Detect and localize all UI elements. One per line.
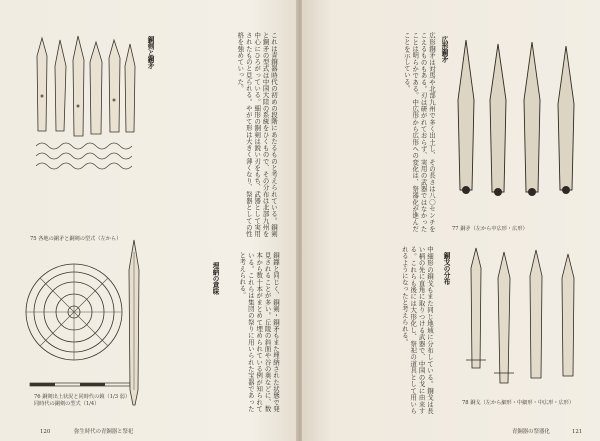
running-head: 青銅器の祭器化 — [512, 429, 550, 435]
body-text-lower: 銅鐸と同じく、銅剣・銅矛もまた埋納された状態で発見されることが多い。丘陵の斜面や谷の奥などに、数本から数十本がまとめて埋められている例が知られている。これらは集団の祭りに用いられた宝器であったと考えられる。 — [238, 252, 280, 412]
section-heading: 広形銅矛 — [440, 36, 448, 63]
running-head: 弥生時代の青銅器と祭祀 — [74, 429, 134, 435]
figure-caption: 78 銅戈（左から細形・中細形・中広形・広形） — [462, 400, 575, 406]
section-heading: 埋納の意味 — [211, 262, 219, 295]
mirror-figure — [24, 262, 134, 372]
page-number: 120 — [40, 429, 51, 435]
spearhead-figure — [452, 40, 592, 210]
halberd-figure — [466, 248, 586, 398]
right-page — [302, 0, 600, 441]
section-heading: 銅剣と銅矛 — [146, 36, 154, 69]
left-page — [0, 0, 298, 441]
weapon-row-figure — [30, 36, 140, 186]
body-text-lower: 中細形の銅戈もまた同じ地域に分布している。銅戈は長い柄の先に直角に取りつける武器で、中国の戈に由来する。これらも後には大形化し、祭祀の道具として用いられるようになったと考えられる。 — [400, 246, 434, 414]
figure-caption: 75 各地の銅矛と銅剣の型式（左から） — [30, 236, 122, 242]
figure-caption: 76 銅剣出土状況と同時代の鏡（1/3 弱） 同時代の銅剣の型式（1/4） — [34, 394, 131, 407]
body-text-upper: これは青銅器時代の初めの段階にあたるものと考えられている。銅剣と銅矛の型式は中国大陸の系統をひくもので、その分布は北部九州を中心にひろがっている。細形の銅剣は鋭い刃をもち、武器として実用されたものと見られる。やがて形は大きく薄くなり、祭器としての性格を強めていった。 — [236, 32, 278, 237]
figure-caption: 77 銅矛（左から中広形・広形） — [452, 226, 528, 232]
page-number: 121 — [572, 429, 583, 435]
sword-figure — [124, 240, 144, 410]
section-heading: 銅戈の分布 — [442, 252, 450, 285]
body-text-upper: 広形銅矛は対馬や北部九州で多く出土し、その長さは八〇センチをこえるものもある。刃は研がれておらず、実用の武器ではなかったことは明らかである。中広形から広形への変化は、祭器化が進んだことを示している。 — [402, 32, 436, 232]
